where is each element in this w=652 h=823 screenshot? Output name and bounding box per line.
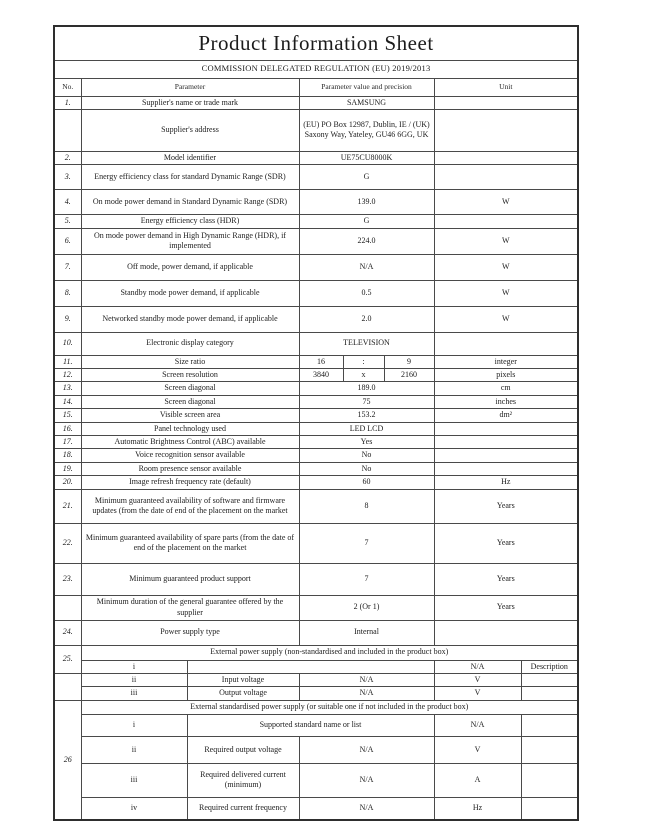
row-subindex-cell: iii [81, 763, 187, 797]
row-number-cell: 25. [54, 645, 81, 673]
table-row [54, 422, 578, 435]
table-row [54, 254, 578, 280]
table-cell: 60 [299, 476, 434, 489]
row-number-cell: 18. [54, 449, 81, 462]
table-cell: W [434, 228, 578, 254]
table-cell: Energy efficiency class for standard Dynamic Range (SDR) [81, 165, 299, 190]
table-row [54, 462, 578, 475]
table-row [54, 409, 578, 422]
table-cell: 0.5 [299, 280, 434, 306]
row-number-cell: 9. [54, 306, 81, 332]
table-cell [434, 436, 578, 449]
table-row [54, 151, 578, 164]
row-number-cell: 13. [54, 382, 81, 395]
table-cell: A [434, 763, 521, 797]
table-cell: Visible screen area [81, 409, 299, 422]
table-cell: Internal [299, 620, 434, 645]
table-cell [434, 422, 578, 435]
column-header-no: No. [54, 78, 81, 96]
section-header-cell: External standardised power supply (or suitable one if not included in the product box) [81, 700, 578, 714]
table-row [54, 595, 578, 620]
table-cell: 2 (Or 1) [299, 595, 434, 620]
table-row [54, 523, 578, 563]
table-row [54, 96, 578, 109]
table-cell: Energy efficiency class (HDR) [81, 215, 299, 228]
table-cell: Automatic Brightness Control (ABC) available [81, 436, 299, 449]
table-row [54, 763, 578, 797]
table-cell: Years [434, 563, 578, 595]
table-cell: V [434, 687, 521, 700]
row-number-cell: 21. [54, 489, 81, 523]
table-row [54, 700, 578, 714]
table-cell [434, 620, 578, 645]
table-cell [434, 109, 578, 151]
row-subindex-cell: iv [81, 797, 187, 820]
row-number-cell: 3. [54, 165, 81, 190]
table-cell: 9 [384, 355, 434, 368]
table-cell [434, 462, 578, 475]
table-cell [521, 714, 578, 736]
table-cell [187, 660, 434, 673]
table-cell: Required delivered current (minimum) [187, 763, 299, 797]
table-row [54, 165, 578, 190]
row-number-cell: 12. [54, 369, 81, 382]
table-row [54, 382, 578, 395]
row-subindex-cell: iii [81, 687, 187, 700]
table-row [54, 620, 578, 645]
table-cell: Output voltage [187, 687, 299, 700]
table-cell: Required output voltage [187, 736, 299, 763]
table-cell: W [434, 306, 578, 332]
table-cell: N/A [434, 660, 521, 673]
table-cell: SAMSUNG [299, 96, 434, 109]
row-subindex-cell: i [81, 660, 187, 673]
table-cell: inches [434, 395, 578, 408]
row-number-cell: 20. [54, 476, 81, 489]
row-number-cell: 1. [54, 96, 81, 109]
table-cell: On mode power demand in Standard Dynamic Range (SDR) [81, 190, 299, 215]
row-number-cell: 19. [54, 462, 81, 475]
table-cell: N/A [299, 254, 434, 280]
table-cell: 153.2 [299, 409, 434, 422]
table-row [54, 489, 578, 523]
table-row [54, 687, 578, 700]
table-cell: 16 [299, 355, 343, 368]
row-number-cell: 5. [54, 215, 81, 228]
table-cell: pixels [434, 369, 578, 382]
table-cell [434, 449, 578, 462]
row-number-cell: 17. [54, 436, 81, 449]
table-row [54, 215, 578, 228]
table-row [54, 280, 578, 306]
table-cell: Size ratio [81, 355, 299, 368]
table-cell: No [299, 462, 434, 475]
table-cell: Power supply type [81, 620, 299, 645]
row-number-cell [54, 673, 81, 700]
table-cell: 3840 [299, 369, 343, 382]
table-cell: W [434, 254, 578, 280]
row-number-cell: 24. [54, 620, 81, 645]
table-cell: cm [434, 382, 578, 395]
table-cell: Minimum duration of the general guarantee offered by the supplier [81, 595, 299, 620]
row-number-cell: 14. [54, 395, 81, 408]
row-subindex-cell: ii [81, 673, 187, 686]
table-cell: 189.0 [299, 382, 434, 395]
table-cell: (EU) PO Box 12987, Dublin, IE / (UK) Saxony Way, Yateley, GU46 6GG, UK [299, 109, 434, 151]
row-number-cell: 7. [54, 254, 81, 280]
table-cell: 139.0 [299, 190, 434, 215]
table-row [54, 714, 578, 736]
table-cell: dm² [434, 409, 578, 422]
table-cell [434, 332, 578, 355]
row-subindex-cell: ii [81, 736, 187, 763]
table-cell: G [299, 215, 434, 228]
table-cell: Minimum guaranteed availability of software and firmware updates (from the date of end of the placement on the market [81, 489, 299, 523]
table-cell [434, 151, 578, 164]
table-cell: Input voltage [187, 673, 299, 686]
table-cell: Model identifier [81, 151, 299, 164]
table-cell: N/A [299, 673, 434, 686]
table-cell: LED LCD [299, 422, 434, 435]
table-cell [521, 687, 578, 700]
table-row [54, 190, 578, 215]
table-cell: Yes [299, 436, 434, 449]
product-information-table [53, 25, 579, 821]
table-cell: Screen diagonal [81, 395, 299, 408]
table-cell: Description [521, 660, 578, 673]
row-number-cell: 10. [54, 332, 81, 355]
table-cell: Supported standard name or list [187, 714, 434, 736]
row-number-cell: 6. [54, 228, 81, 254]
row-number-cell: 23. [54, 563, 81, 595]
table-cell: Minimum guaranteed product support [81, 563, 299, 595]
row-number-cell: 2. [54, 151, 81, 164]
table-cell [434, 96, 578, 109]
table-row [54, 436, 578, 449]
table-cell: 224.0 [299, 228, 434, 254]
table-row [54, 673, 578, 686]
column-header-value: Parameter value and precision [299, 78, 434, 96]
row-number-cell: 26 [54, 700, 81, 820]
table-cell: Room presence sensor available [81, 462, 299, 475]
table-cell: Panel technology used [81, 422, 299, 435]
table-cell [521, 797, 578, 820]
table-cell: N/A [434, 714, 521, 736]
table-cell: Years [434, 523, 578, 563]
column-header-parameter: Parameter [81, 78, 299, 96]
table-cell: 7 [299, 563, 434, 595]
table-cell: TELEVISION [299, 332, 434, 355]
table-row [54, 645, 578, 660]
row-number-cell: 22. [54, 523, 81, 563]
row-number-cell: 15. [54, 409, 81, 422]
regulation-heading: COMMISSION DELEGATED REGULATION (EU) 2019/2013 [54, 60, 578, 78]
table-row [54, 228, 578, 254]
table-cell: Screen diagonal [81, 382, 299, 395]
table-cell: Electronic display category [81, 332, 299, 355]
table-cell: 2160 [384, 369, 434, 382]
page-title: Product Information Sheet [54, 26, 578, 60]
table-cell [521, 673, 578, 686]
table-row [54, 736, 578, 763]
table-cell: G [299, 165, 434, 190]
table-cell: Hz [434, 797, 521, 820]
table-cell: Hz [434, 476, 578, 489]
table-cell: Minimum guaranteed availability of spare parts (from the date of end of the placement on the market [81, 523, 299, 563]
table-cell: Off mode, power demand, if applicable [81, 254, 299, 280]
table-cell: Years [434, 489, 578, 523]
table-cell: N/A [299, 797, 434, 820]
table-cell: Years [434, 595, 578, 620]
table-cell: W [434, 190, 578, 215]
table-cell: N/A [299, 687, 434, 700]
row-number-cell [54, 595, 81, 620]
row-number-cell: 4. [54, 190, 81, 215]
table-cell: UE75CU8000K [299, 151, 434, 164]
column-header-unit: Unit [434, 78, 578, 96]
table-row [54, 355, 578, 368]
table-cell [434, 165, 578, 190]
table-cell: Supplier's name or trade mark [81, 96, 299, 109]
table-row [54, 660, 578, 673]
header-row [54, 78, 578, 96]
table-cell: 75 [299, 395, 434, 408]
table-cell: 8 [299, 489, 434, 523]
table-row [54, 306, 578, 332]
table-row [54, 369, 578, 382]
table-cell: : [343, 355, 384, 368]
section-header-cell: External power supply (non-standardised and included in the product box) [81, 645, 578, 660]
table-cell: Supplier's address [81, 109, 299, 151]
row-number-cell: 16. [54, 422, 81, 435]
row-number-cell: 11. [54, 355, 81, 368]
table-cell: Standby mode power demand, if applicable [81, 280, 299, 306]
table-cell: 2.0 [299, 306, 434, 332]
table-cell: 7 [299, 523, 434, 563]
table-cell: Required current frequency [187, 797, 299, 820]
table-cell: Screen resolution [81, 369, 299, 382]
table-cell: N/A [299, 763, 434, 797]
table-cell: Voice recognition sensor available [81, 449, 299, 462]
table-cell [521, 736, 578, 763]
table-cell: Networked standby mode power demand, if applicable [81, 306, 299, 332]
table-cell: Image refresh frequency rate (default) [81, 476, 299, 489]
table-cell: No [299, 449, 434, 462]
title-row [54, 26, 578, 60]
table-row [54, 109, 578, 151]
table-cell: integer [434, 355, 578, 368]
table-cell: V [434, 673, 521, 686]
table-row [54, 797, 578, 820]
table-cell: N/A [299, 736, 434, 763]
table-row [54, 563, 578, 595]
table-cell: W [434, 280, 578, 306]
table-cell: V [434, 736, 521, 763]
table-row [54, 476, 578, 489]
row-subindex-cell: i [81, 714, 187, 736]
table-cell: x [343, 369, 384, 382]
table-cell: On mode power demand in High Dynamic Range (HDR), if implemented [81, 228, 299, 254]
table-row [54, 332, 578, 355]
row-number-cell: 8. [54, 280, 81, 306]
table-row [54, 449, 578, 462]
table-cell [521, 763, 578, 797]
row-number-cell [54, 109, 81, 151]
table-cell [434, 215, 578, 228]
table-row [54, 395, 578, 408]
regulation-row [54, 60, 578, 78]
